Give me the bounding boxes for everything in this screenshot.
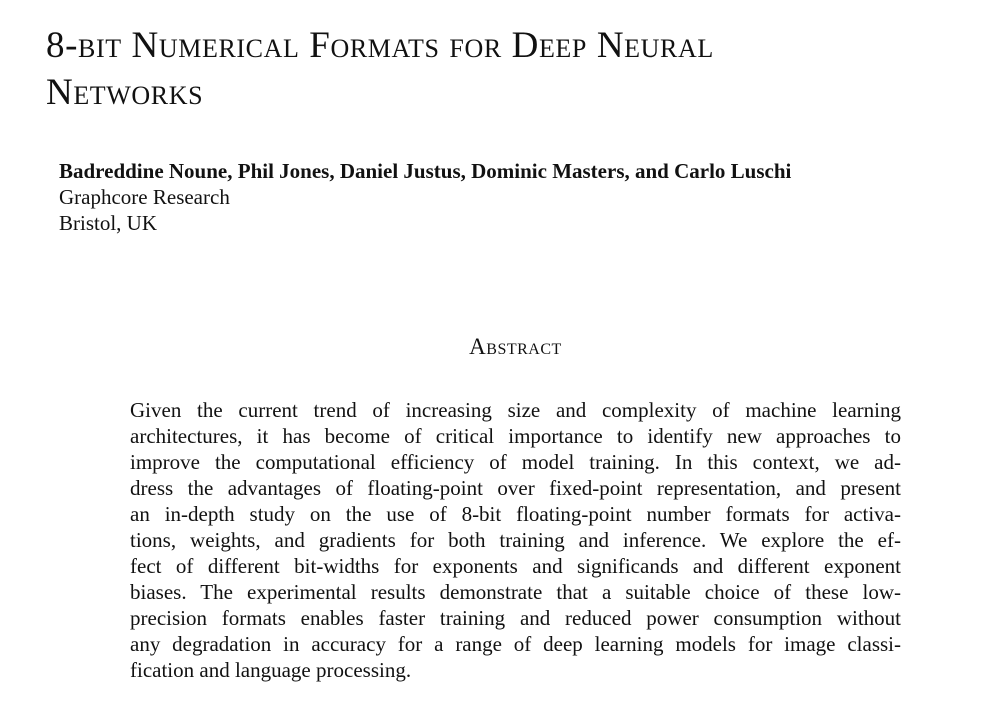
abstract-line: biases. The experimental results demonstrate that a suitable choice of these low- <box>130 580 901 604</box>
abstract-line: precision formats enables faster training and reduced power consumption without <box>130 606 901 630</box>
abstract-line: architectures, it has become of critical importance to identify new approaches to <box>130 424 901 448</box>
abstract-line: dress the advantages of floating-point over fixed-point representation, and present <box>130 476 901 500</box>
abstract-line: tions, weights, and gradients for both training and inference. We explore the ef- <box>130 528 901 552</box>
location: Bristol, UK <box>59 211 158 235</box>
author-block <box>59 158 939 236</box>
abstract-line: Given the current trend of increasing size and complexity of machine learning <box>130 398 901 422</box>
abstract-line: fication and language processing. <box>130 658 412 682</box>
abstract-heading: Abstract <box>469 334 562 359</box>
author-list: Badreddine Noune, Phil Jones, Daniel Justus, Dominic Masters, and Carlo Luschi <box>59 159 792 183</box>
abstract-line: any degradation in accuracy for a range of deep learning models for image classi- <box>130 632 901 656</box>
title-line-2: Networks <box>46 72 204 113</box>
paper-title <box>46 22 946 116</box>
abstract-line: an in-depth study on the use of 8-bit floating-point number formats for activa- <box>130 502 901 526</box>
abstract-line: fect of different bit-widths for exponents and significands and different exponent <box>130 554 901 578</box>
abstract-line: improve the computational efficiency of model training. In this context, we ad- <box>130 450 901 474</box>
abstract-body <box>130 397 901 683</box>
title-line-1: 8-bit Numerical Formats for Deep Neural <box>46 25 714 66</box>
affiliation: Graphcore Research <box>59 185 230 209</box>
